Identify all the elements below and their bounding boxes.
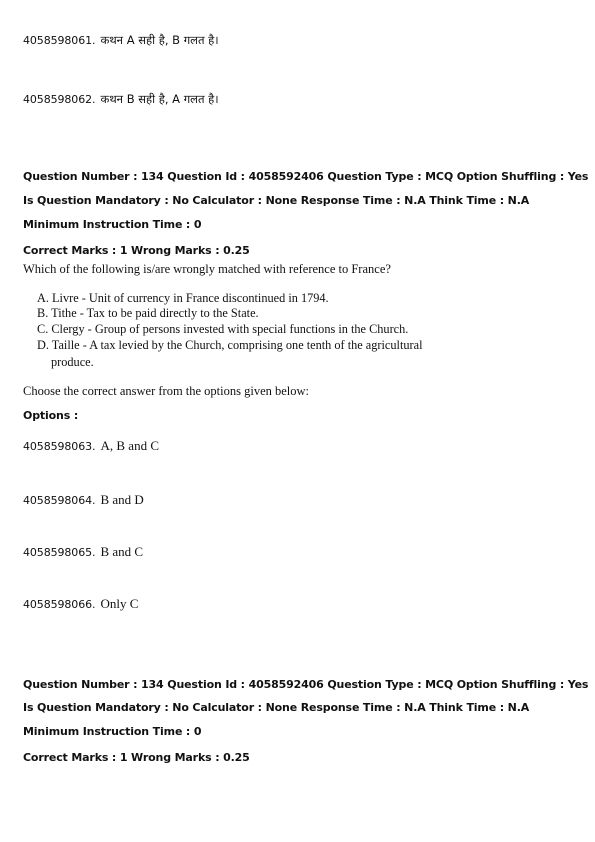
- option-text: Only C: [100, 596, 139, 611]
- option-row[interactable]: [23, 593, 138, 612]
- statement-d-continuation: produce.: [51, 355, 94, 369]
- option-text: A, B and C: [100, 438, 159, 453]
- option-row[interactable]: [23, 489, 144, 508]
- option-text: B and D: [100, 492, 144, 507]
- option-id: 4058598064.: [23, 494, 96, 507]
- next-question-meta-line3: Minimum Instruction Time : 0: [23, 725, 202, 738]
- option-id: 4058598065.: [23, 546, 96, 559]
- options-label: Options :: [23, 409, 79, 422]
- next-question-marks: Correct Marks : 1 Wrong Marks : 0.25: [23, 751, 250, 764]
- option-row[interactable]: [23, 88, 219, 107]
- question-meta-line2: Is Question Mandatory : No Calculator : None Response Time : N.A Think Time : N.A: [23, 194, 530, 207]
- option-text: कथन A सही है, B गलत है।: [100, 33, 219, 47]
- next-question-meta-line1: Question Number : 134 Question Id : 4058592406 Question Type : MCQ Option Shuffling : Yes: [23, 678, 589, 691]
- option-text: B and C: [100, 544, 144, 559]
- question-prompt: Which of the following is/are wrongly matched with reference to France?: [23, 262, 391, 276]
- option-row[interactable]: [23, 541, 143, 560]
- statement-c: C. Clergy - Group of persons invested with special functions in the Church.: [37, 322, 409, 336]
- question-meta-line1: Question Number : 134 Question Id : 4058592406 Question Type : MCQ Option Shuffling : Yes: [23, 170, 589, 183]
- option-id: 4058598061.: [23, 34, 96, 47]
- question-meta-line3: Minimum Instruction Time : 0: [23, 218, 202, 231]
- option-text: कथन B सही है, A गलत है।: [100, 92, 219, 106]
- question-marks: Correct Marks : 1 Wrong Marks : 0.25: [23, 244, 250, 257]
- option-id: 4058598063.: [23, 440, 96, 453]
- next-question-meta-line2: Is Question Mandatory : No Calculator : None Response Time : N.A Think Time : N.A: [23, 701, 530, 714]
- statement-b: B. Tithe - Tax to be paid directly to the State.: [37, 306, 259, 320]
- statement-a: A. Livre - Unit of currency in France discontinued in 1794.: [37, 291, 329, 305]
- option-row[interactable]: [23, 29, 219, 48]
- option-id: 4058598062.: [23, 93, 96, 106]
- option-row[interactable]: [23, 435, 159, 454]
- statement-d: D. Taille - A tax levied by the Church, comprising one tenth of the agricultural: [37, 338, 423, 352]
- answer-instruction: Choose the correct answer from the options given below:: [23, 384, 310, 398]
- option-id: 4058598066.: [23, 598, 96, 611]
